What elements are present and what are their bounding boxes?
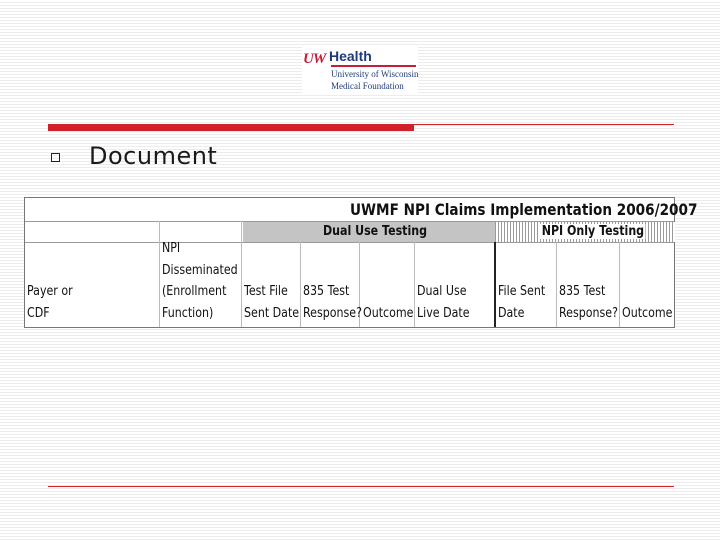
- column-header-line: Outcome: [363, 305, 414, 321]
- footer-accent-line: [48, 486, 674, 487]
- col-835-test-response-npi: [559, 281, 618, 324]
- uw-health-logo: [302, 47, 418, 95]
- npi-only-band-label: NPI Only Testing: [541, 224, 645, 239]
- column-header-line: Function): [162, 305, 214, 321]
- logo-uw-mark: UW: [303, 51, 326, 67]
- band-divider: [25, 242, 674, 243]
- bullet-text: Document: [89, 142, 218, 170]
- column-header-line: NPI: [162, 241, 181, 256]
- column-header-line: File Sent: [498, 284, 546, 299]
- column-header-line: Dual Use: [417, 284, 467, 299]
- logo-line-1: University of Wisconsin: [331, 69, 419, 79]
- claims-table-image: [24, 197, 698, 328]
- column-header-line: Payer or: [27, 284, 73, 299]
- col-npi-disseminated: [162, 238, 238, 324]
- column-header-line: 835 Test: [559, 284, 606, 299]
- col-divider: [241, 221, 242, 327]
- title-divider: [25, 221, 674, 222]
- column-header-line: Test File: [244, 284, 288, 299]
- col-divider: [556, 242, 557, 327]
- logo-line-2: Medical Foundation: [331, 81, 404, 91]
- column-header-line: Response?: [559, 305, 618, 321]
- dual-use-band-label: Dual Use Testing: [323, 224, 428, 239]
- col-divider: [300, 242, 301, 327]
- col-divider: [414, 242, 415, 327]
- col-outcome: [363, 303, 413, 325]
- logo-health-text: Health: [329, 48, 372, 64]
- col-payer-or-cdf: [27, 281, 73, 324]
- col-file-sent-date: [498, 281, 545, 324]
- col-divider: [619, 242, 620, 327]
- column-header-line: 835 Test: [303, 284, 350, 299]
- col-test-file-sent-date: [244, 281, 299, 324]
- col-outcome-npi: [622, 303, 672, 325]
- column-header-line: Sent Date: [244, 305, 300, 321]
- column-header-line: CDF: [27, 305, 50, 321]
- table-title: UWMF NPI Claims Implementation 2006/2007: [350, 200, 698, 219]
- column-header-line: Date: [498, 305, 525, 321]
- column-header-line: (Enrollment: [162, 284, 227, 299]
- col-835-test-response: [303, 281, 362, 324]
- column-header-line: Response?: [303, 305, 362, 321]
- column-header-line: Disseminated: [162, 262, 238, 278]
- col-dual-use-live-date: [417, 281, 469, 324]
- logo-divider: [331, 65, 416, 67]
- column-header-line: Live Date: [417, 305, 470, 321]
- col-divider: [159, 221, 160, 327]
- title-accent-line: [414, 124, 674, 125]
- section-divider: [494, 242, 496, 327]
- column-header-line: Outcome: [622, 305, 673, 321]
- title-accent-bar: [48, 124, 414, 131]
- square-bullet-icon: [51, 153, 60, 162]
